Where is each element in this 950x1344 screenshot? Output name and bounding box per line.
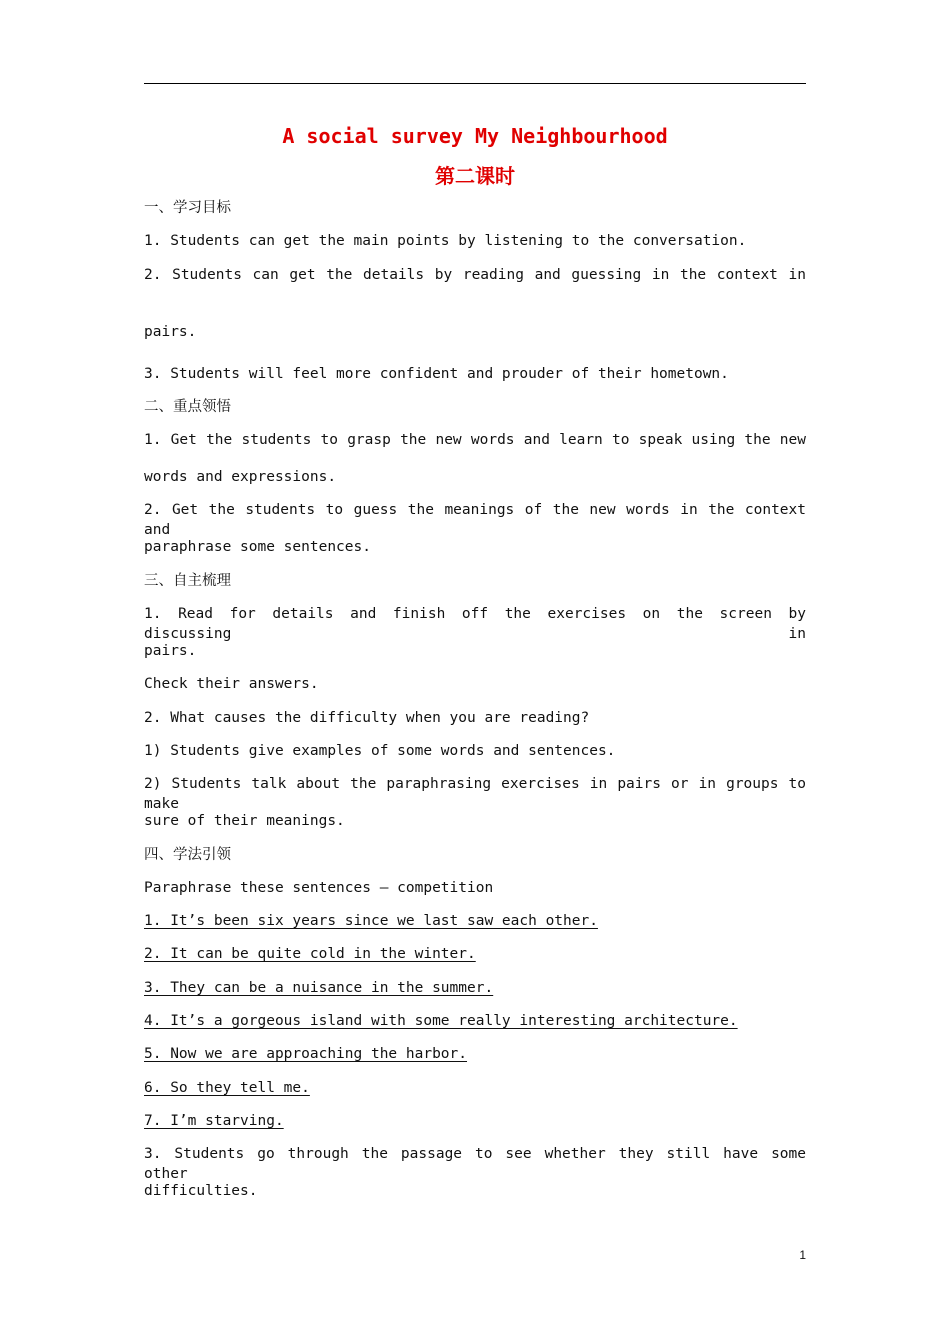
- paragraph-continued: paraphrase some sentences.: [144, 539, 371, 556]
- list-item: 6. So they tell me.: [144, 1079, 310, 1096]
- list-item: 1. It’s been six years since we last saw each other.: [144, 913, 598, 930]
- document-title: A social survey My Neighbourhood: [282, 124, 668, 148]
- section-heading-4: 四、学法引领: [144, 846, 231, 863]
- document-body: [144, 198, 806, 1215]
- paragraph: 3. Students go through the passage to see whether they still have some other: [144, 1146, 806, 1183]
- section-heading-1: 一、学习目标: [144, 200, 231, 216]
- header-rule: [144, 83, 806, 84]
- paragraph-continued: pairs.: [144, 643, 197, 660]
- list-item: 5. Now we are approaching the harbor.: [144, 1046, 468, 1063]
- list-item: 7. I’m starving.: [144, 1112, 284, 1129]
- list-item: 4. It’s a gorgeous island with some really interesting architecture.: [144, 1013, 738, 1030]
- paragraph: Check their answers.: [144, 676, 319, 693]
- paragraph: 1) Students give examples of some words and sentences.: [144, 742, 616, 759]
- paragraph-continued: difficulties.: [144, 1183, 258, 1200]
- page-number: 1: [799, 1248, 806, 1262]
- paragraph: Paraphrase these sentences — competition: [144, 879, 494, 896]
- paragraph: 3. Students will feel more confident and prouder of their hometown.: [144, 365, 729, 382]
- paragraph: 2. Students can get the details by reading and guessing in the context in: [144, 266, 806, 283]
- paragraph: 1. Get the students to grasp the new words and learn to speak using the new: [144, 432, 806, 449]
- paragraph: 1. Students can get the main points by listening to the conversation.: [144, 233, 747, 250]
- document-subtitle: 第二课时: [435, 164, 515, 188]
- paragraph: 2) Students talk about the paraphrasing exercises in pairs or in groups to make: [144, 776, 806, 813]
- paragraph: 2. Get the students to guess the meanings of the new words in the context and: [144, 502, 806, 539]
- list-item: 3. They can be a nuisance in the summer.: [144, 979, 494, 996]
- paragraph-continued: pairs.: [144, 323, 197, 340]
- section-heading-2: 二、重点领悟: [144, 398, 231, 415]
- paragraph: 2. What causes the difficulty when you are reading?: [144, 709, 590, 726]
- paragraph-continued: words and expressions.: [144, 469, 337, 486]
- paragraph: 1. Read for details and finish off the exercises on the screen by discussing in: [144, 606, 806, 643]
- paragraph-continued: sure of their meanings.: [144, 813, 345, 830]
- section-heading-3: 三、自主梳理: [144, 572, 231, 589]
- list-item: 2. It can be quite cold in the winter.: [144, 946, 476, 963]
